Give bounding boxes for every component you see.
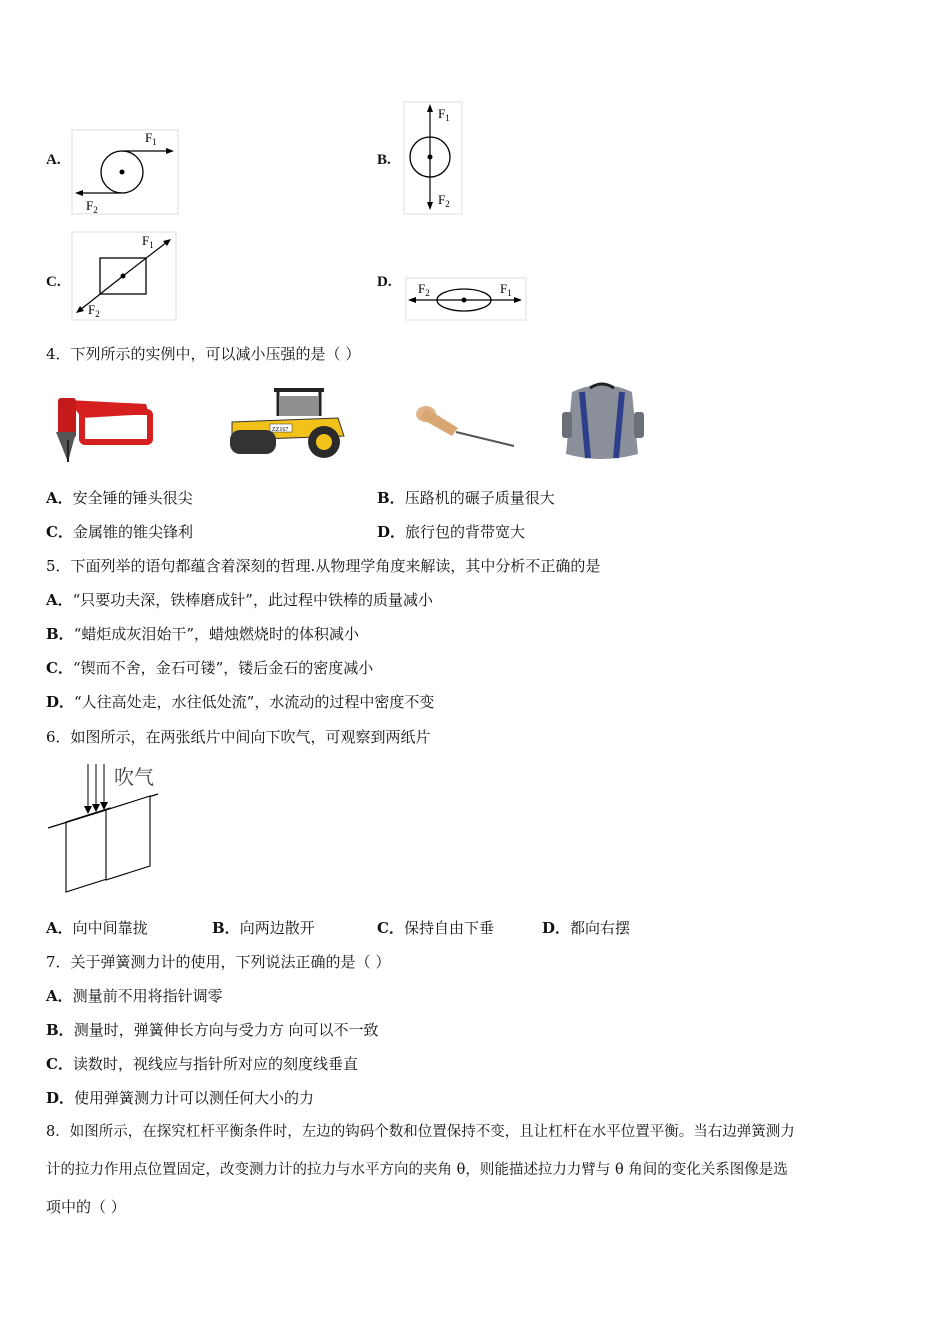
svg-text:F2: $F_2$ <box>86 198 98 215</box>
q7-option-c: C．读数时，视线应与指针所对应的刻度线垂直 <box>46 1055 358 1073</box>
q8-stem-line-1: 8．如图所示，在探究杠杆平衡条件时，左边的钩码个数和位置保持不变，且让杠杆在水平位置平衡。当右边弹簧测力 <box>46 1124 795 1140</box>
svg-text:ZZ167: ZZ167 <box>272 427 289 433</box>
q7-option-b: B．测量时，弹簧伸长方向与受力方 向可以不一致 <box>46 1021 379 1039</box>
svg-text:F2: $F_2$ <box>418 281 430 298</box>
metal-awl-image <box>412 400 518 454</box>
q5-stem: 5．下面列举的语句都蕴含着深刻的哲理.从物理学角度来解读，其中分析不正确的是 <box>46 557 601 575</box>
paper-blow-diagram <box>46 760 186 896</box>
q8-stem-line-2: 计的拉力作用点位置固定，改变测力计的拉力与水平方向的夹角 θ，则能描述拉力力臂与 θ 角间的变化关系图像是选 <box>46 1162 788 1178</box>
q6-option-a: A．向中间靠拢 <box>46 919 148 937</box>
force-diagram-c <box>70 230 178 322</box>
q6-option-c: C．保持自由下垂 <box>377 919 494 937</box>
q4-option-c: C．金属锥的锥尖锋利 <box>46 523 193 541</box>
svg-text:F2: $F_2$ <box>88 302 100 319</box>
option-c-label: C. <box>46 274 61 290</box>
q6-option-b: B．向两边散开 <box>212 919 315 937</box>
svg-text:F1: $F_1$ <box>145 130 157 147</box>
force-diagram-d <box>404 276 528 322</box>
q7-option-a: A．测量前不用将指针调零 <box>46 987 223 1005</box>
q6-stem: 6．如图所示，在两张纸片中间向下吹气，可观察到两纸片 <box>46 728 431 746</box>
road-roller-image <box>226 384 352 464</box>
safety-hammer-image <box>46 392 156 468</box>
q4-option-d: D．旅行包的背带宽大 <box>377 523 526 541</box>
backpack-image <box>554 378 650 466</box>
q5-option-c: C．“锲而不舍，金石可镂”，镂后金石的密度减小 <box>46 659 374 677</box>
option-a-label: A. <box>46 152 61 168</box>
option-d-label: D. <box>377 274 392 290</box>
q5-option-b: B．“蜡炬成灰泪始干”，蜡烛燃烧时的体积减小 <box>46 625 360 643</box>
q6-option-d: D．都向右摆 <box>542 919 631 937</box>
q4-option-b: B．压路机的碾子质量很大 <box>377 489 555 507</box>
q4-option-a: A．安全锤的锤头很尖 <box>46 489 193 507</box>
q8-stem-line-3: 项中的（ ） <box>46 1198 126 1216</box>
svg-text:F1: $F_1$ <box>142 233 154 250</box>
option-b-label: B. <box>377 152 391 168</box>
svg-text:F1: $F_1$ <box>438 106 450 123</box>
q7-option-d: D．使用弹簧测力计可以测任何大小的力 <box>46 1089 315 1107</box>
force-diagram-a <box>70 122 182 216</box>
q5-option-d: D．“人往高处走，水往低处流”，水流动的过程中密度不变 <box>46 693 435 711</box>
force-diagram-b <box>402 100 466 216</box>
q5-option-a: A．“只要功夫深，铁棒磨成针”，此过程中铁棒的质量减小 <box>46 591 433 609</box>
q7-stem: 7．关于弹簧测力计的使用，下列说法正确的是（ ） <box>46 953 391 971</box>
svg-text:吹气: 吹气 <box>114 767 154 789</box>
q4-stem: 4．下列所示的实例中，可以减小压强的是（ ） <box>46 345 361 363</box>
svg-text:F2: $F_2$ <box>438 192 450 209</box>
svg-text:F1: $F_1$ <box>500 281 512 298</box>
